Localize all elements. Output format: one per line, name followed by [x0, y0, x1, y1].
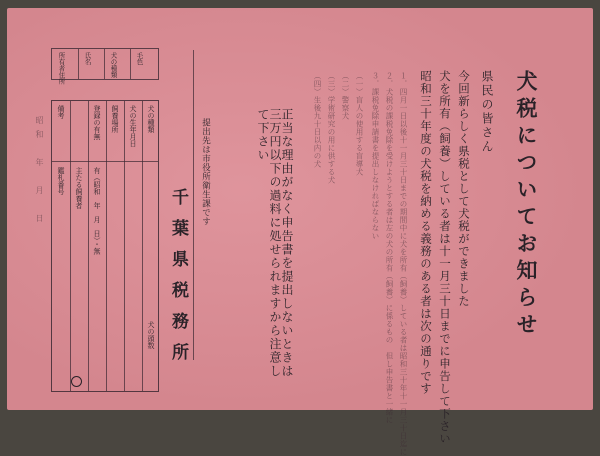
note-4: （一）盲人の使用する盲導犬 — [355, 72, 364, 176]
greeting: 県民の皆さん — [480, 70, 494, 154]
date-label: 昭和 年 月 日 — [35, 116, 44, 228]
form-label-6: 主たる飼養者 — [75, 167, 83, 209]
office-name: 千葉県税務所 — [168, 188, 188, 374]
grid-cell-3: 犬の種類 — [109, 52, 118, 78]
form-rule — [106, 101, 107, 391]
form-label-5: 有（昭和 年 月 日）・無 — [93, 167, 101, 255]
warning-text: 正当な理由がなく申告書を提出しないときは三万円以下の過料に処せられますから注意して下さい — [256, 108, 294, 378]
grid-cell-4: 毛色 — [135, 52, 144, 65]
note-3: ３．課税免除申請書を提出しなければならない — [371, 72, 380, 240]
form-rule — [52, 161, 158, 162]
grid-cell-2: 氏名 — [83, 52, 92, 65]
grid-rule — [104, 49, 105, 79]
form-label-4: 登録の有無 — [93, 105, 101, 140]
separator-rule — [193, 50, 194, 360]
note-7: （四）生後九十日以内の犬 — [313, 72, 322, 168]
form-label-1: 犬の種類 — [147, 105, 155, 133]
submit-note: 提出先は市役所衛生課です — [200, 118, 211, 226]
notice-sheet — [7, 8, 593, 456]
note-6: （三）学術研究の用に供する犬 — [327, 72, 336, 184]
header-grid — [51, 48, 159, 85]
circle-mark-icon — [71, 376, 82, 387]
form-rule — [70, 101, 71, 391]
lead-line-3: 昭和三十年度の犬税を納める義務のある者は次の通りです — [419, 70, 433, 395]
note-5: （二）警察犬 — [341, 72, 350, 120]
lead-line-2: 犬を所有（飼養）している者は十一月三十日までに申告して下さい — [438, 70, 452, 445]
form-label-3: 飼養場所 — [111, 105, 119, 133]
form-rule — [124, 101, 125, 391]
registration-form — [51, 100, 159, 392]
form-rule — [142, 101, 143, 391]
grid-rule — [78, 49, 79, 79]
note-1: １．四月一日以後十一月三十日までの期間中に犬を所有（飼養）している者は昭和三十年十一月三十日迄に — [399, 72, 408, 456]
form-rule — [88, 101, 89, 391]
lead-line-1: 今回新らしく県税として犬税ができました — [457, 70, 471, 308]
notice-title: 犬税についてお知らせ — [514, 70, 539, 340]
note-2: ２．犬税の課税免除を受けようとする者は左の犬の所有（飼養）に係るもの 但し申告書と一緒に — [385, 72, 394, 424]
form-label-8: 犬の頭数 — [147, 321, 155, 349]
form-remarks: 備考 — [57, 105, 65, 119]
grid-cell-1: 所有者住所 — [57, 52, 66, 85]
form-label-2: 犬の生年月日 — [129, 105, 137, 147]
form-label-7: 鑑札番号 — [57, 167, 65, 195]
grid-rule — [130, 49, 131, 79]
